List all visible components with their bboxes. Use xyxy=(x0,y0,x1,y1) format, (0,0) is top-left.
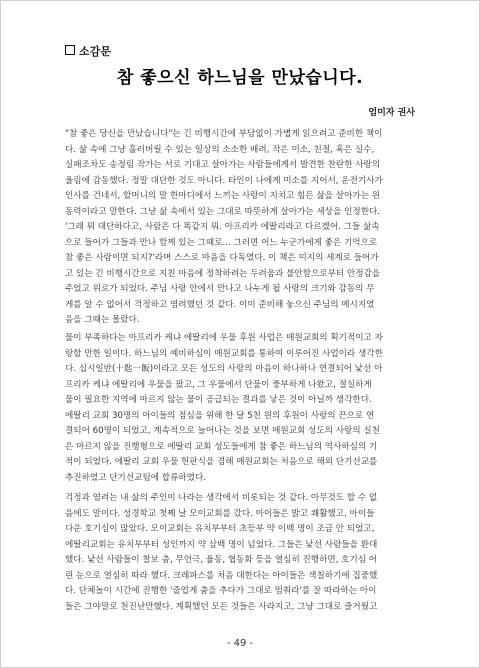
body-paragraph xyxy=(65,331,419,486)
body-paragraph xyxy=(65,491,419,615)
body-paragraph xyxy=(65,127,419,329)
checkbox-square-icon xyxy=(65,45,75,55)
paragraph-text: 물이 부족하다는 아프리카 케냐 에딸리에 우물 후원 사업은 매원교회의 획기적이고 자 랑할 만한 일이다. 하느님의 예비하심이 매원교회를 통하여 이루어진 사업이라 생각한 다. 십시일반(十匙一飯)이라고 모든 성도의 사랑의 마음이 하나하나 연결되어 낯선 아 프리카 케냐 에딸리에 우물을 팠고, 그 우물에서 단물이 풍부하게 나왔고, 절실하게 물이 필요한 지역에 마르지 않는 물이 공급되는 결과를 낳은 것이 아닐까 생각한다. 에딸리 교회 30명의 아이들의 점심을 위해 한 달 5천 원의 후원이 사랑의 끈으로 연 결되어 60명이 되었고, 계속적으로 늘어나는 것을 보면 매원교회 성도의 사랑의 실천 은 마르지 않을 진행형으로 에딸리 교회 성도들에게 참 좋은 하느님의 역사하심의 기 적이 되었다. 에딸리 교회 우물 헌판식을 겸해 매원교회는 처음으로 해외 단기선교를 추진하였고 단기선교팀에 합류하였다. xyxy=(65,333,383,483)
paragraph-text: "참 좋은 당신을 만났습니다"는 긴 비행시간에 부담없이 가볍게 읽으려고 준비한 책이 다. 삶 속에 그냥 흘러버릴 수 있는 일상의 소소한 배려, 작은 미소, 친절, 혹은 실수, 실패조차도 송정림 작가는 서로 기대고 살아가는 사람들에게서 발견한 찬란한 사랑의 울림에 감동했다. 정말 대단한 것도 아니다. 타인이 나에게 미소를 지어서, 운전기사가 인사를 건네서, 할머니의 말 한마디에서 느끼는 사랑이 지치고 힘든 삶을 살아가는 원 동력이라고 말한다. 그냥 삶 속에서 있는 그대로 따뜻하게 살아가는 세상을 인정한다. '그래 뭐 대단하다고, 사람은 다 똑같지 뭐. 아프리카 에딸리라고 다르겠어. 그들 삶속 으로 들어가 그들과 만나 함께 있는 그때로... 그러면 어느 누군가에게 좋은 기억으로 참 좋은 사람이면 되지?'라며 스스로 마음을 다독였다. 이 책은 미지의 세계로 들어가 고 있는 긴 비행시간으로 지친 마음에 정착하려는 두려움과 불안함으로부터 안정감을 주었고 위로가 되었다. 주님 사랑 안에서 만나고 나누게 될 사랑의 크기와 감동의 무 게를 알 수 없어서 걱정하고 염려했던 것 같다. 이미 준비해 놓으신 주님의 메시지였 음을 그때는 몰랐다. xyxy=(65,129,383,325)
section-label-text: 소감문 xyxy=(79,45,111,58)
section-label xyxy=(65,43,111,59)
page-number: - 49 - xyxy=(226,638,254,649)
author-name: 엄미자 권사 xyxy=(368,108,415,118)
page-title: 참 좋으신 하느님을 만났습니다. xyxy=(116,68,364,88)
paragraph-text: 걱정과 염려는 내 삶의 주인이 나라는 생각에서 비롯되는 것 같다. 아무것도 할 수 없 음에도 말이다. 성경학교 첫째 날 모이교회를 갔다. 아이들은 밝고 쾌활했고, 아이들 다운 호기심이 많았다. 모이교회는 유치부부터 초등부 약 이백 명이 조금 안 되었고, 에딸리교회는 유치부부터 성인까지 약 삼백 명이 넘었다. 그들은 낯선 사람들을 환대 했다. 낯선 사람들이 찰보 춤, 무언극, 율동, 협동화 등을 열심히 진행하면, 호기심 어 린 눈으로 열심히 따라 했다. 크레파스를 처음 대한다는 아이들은 색칠하기에 집중했 다. 단체놀이 시간에 진행한 '줍업게 춤을 추다가 그대로 멈춰라'를 잘 따라하는 아이 들은 그야말로 천진난만했다. 계획했던 모든 것들은 사라지고, 그냥 그대로 즐거웠고 xyxy=(65,493,378,612)
